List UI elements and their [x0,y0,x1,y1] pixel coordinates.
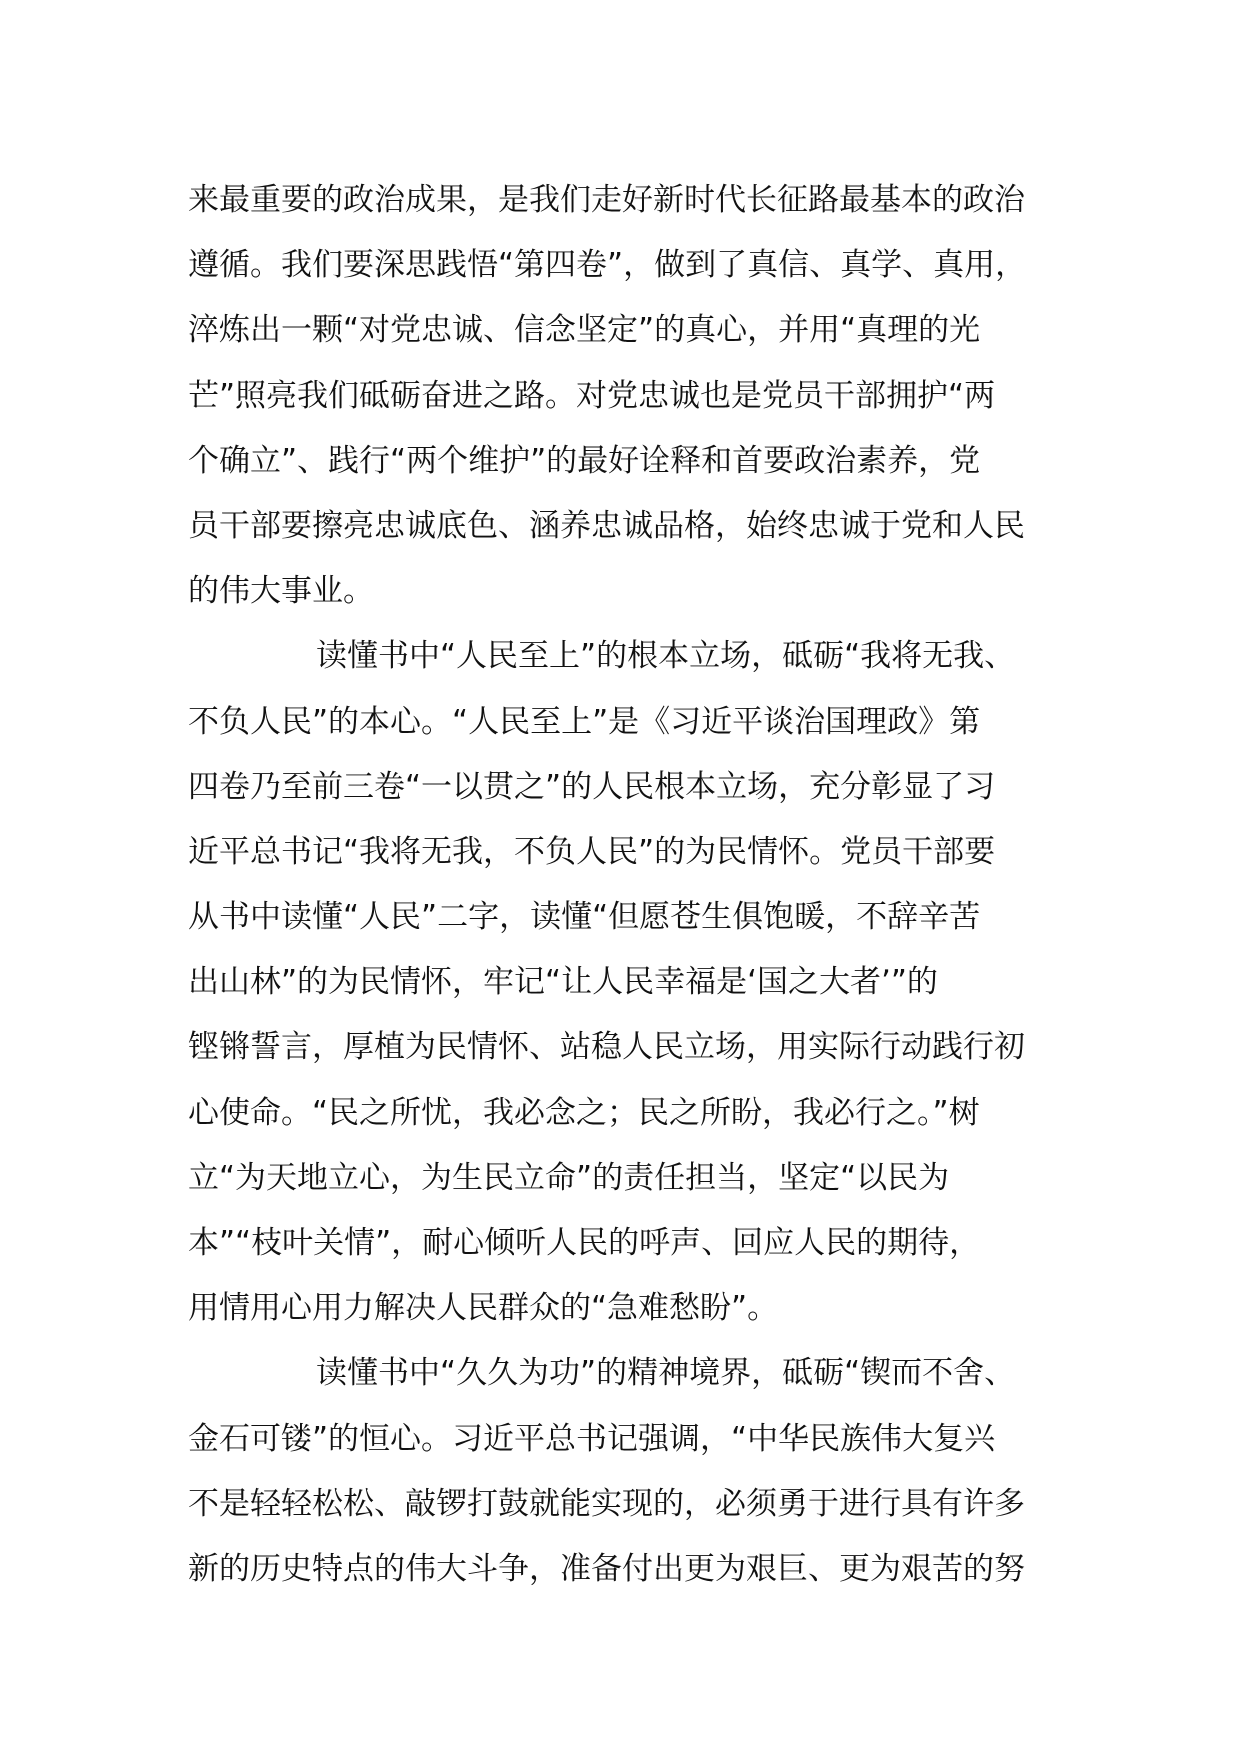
text-line: 芒”照亮我们砥砺奋进之路。对党忠诚也是党员干部拥护“两 [188,377,996,414]
text-line: 四卷乃至前三卷“一以贯之”的人民根本立场，充分彰显了习 [188,768,996,805]
text-line: 遵循。我们要深思践悟“第四卷”，做到了真信、真学、真用， [188,247,1027,284]
text-line: 用情用心用力解决人民群众的“急难愁盼”。 [188,1290,779,1327]
text-line: 金石可镂”的恒心。习近平总书记强调，“中华民族伟大复兴 [188,1420,996,1457]
text-line: 铿锵誓言，厚植为民情怀、站稳人民立场，用实际行动践行初 [188,1029,1025,1066]
text-line: 的伟大事业。 [188,573,374,610]
paragraph-start-line: 读懂书中“人民至上”的根本立场，砥砺“我将无我、 [316,638,1016,675]
text-line: 出山林”的为民情怀，牢记“让人民幸福是‘国之大者’”的 [188,964,938,1001]
text-line: 淬炼出一颗“对党忠诚、信念坚定”的真心，并用“真理的光 [188,312,981,349]
text-line: 个确立”、践行“两个维护”的最好诠释和首要政治素养，党 [188,442,981,479]
text-line: 来最重要的政治成果，是我们走好新时代长征路最基本的政治 [188,182,1025,218]
paragraph-start-line: 读懂书中“久久为功”的精神境界，砥砺“锲而不舍、 [316,1355,1016,1392]
text-line: 不是轻轻松松、敲锣打鼓就能实现的，必须勇于进行具有许多 [188,1485,1025,1522]
text-line: 心使命。“民之所忧，我必念之；民之所盼，我必行之。”树 [188,1094,980,1131]
text-line: 近平总书记“我将无我，不负人民”的为民情怀。党员干部要 [188,833,996,870]
text-line: 从书中读懂“人民”二字，读懂“但愿苍生俱饱暖，不辞辛苦 [188,899,981,936]
text-line: 立“为天地立心，为生民立命”的责任担当，坚定“以民为 [188,1159,950,1196]
body-text [188,168,1088,1602]
text-line: 不负人民”的本心。“人民至上”是《习近平谈治国理政》第 [188,703,981,740]
text-line: 员干部要擦亮忠诚底色、涵养忠诚品格，始终忠诚于党和人民 [188,507,1025,544]
text-line: 本”“枝叶关情”，耐心倾听人民的呼声、回应人民的期待， [188,1225,981,1261]
text-line: 新的历史特点的伟大斗争，准备付出更为艰巨、更为艰苦的努 [188,1550,1025,1587]
